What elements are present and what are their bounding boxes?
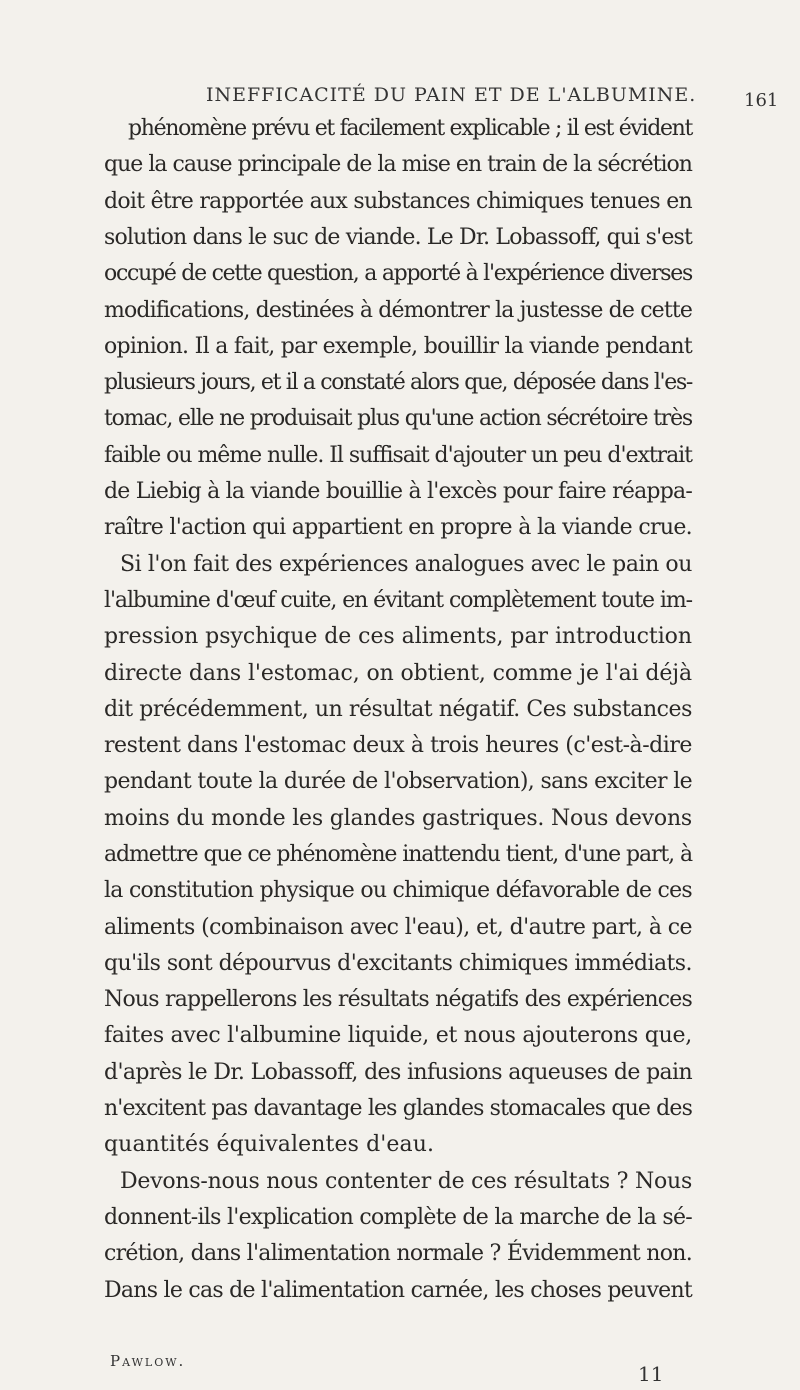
text-line: que la cause principale de la mise en train de la sécrétion [104,152,692,177]
text-line: phénomène prévu et facilement explicable ; il est évident [128,116,692,141]
text-line: crétion, dans l'alimentation normale ? Évidemment non. [104,1241,692,1266]
text-line: quantités équivalentes d'eau. [104,1132,435,1157]
text-line: dit précédemment, un résultat négatif. Ces substances [104,697,692,722]
text-line: raître l'action qui appartient en propre à la viande crue. [104,515,692,540]
signature-mark: Pawlow. [110,1352,186,1370]
text-line: plusieurs jours, et il a constaté alors que, déposée dans l'es- [104,370,692,395]
text-line: l'albumine d'œuf cuite, en évitant complètement toute im- [104,588,692,613]
text-line: doit être rapportée aux substances chimiques tenues en [104,189,692,214]
text-line: qu'ils sont dépourvus d'excitants chimiques immédiats. [104,951,692,976]
sheet-number: 11 [638,1362,664,1386]
text-line: restent dans l'estomac deux à trois heures (c'est-à-dire [104,733,692,758]
text-line: admettre que ce phénomène inattendu tient, d'une part, à [104,842,692,867]
text-line: moins du monde les glandes gastriques. Nous devons [104,806,693,831]
text-line: pression psychique de ces aliments, par introduction [104,624,692,649]
text-line: la constitution physique ou chimique défavorable de ces [104,878,692,903]
text-line: n'excitent pas davantage les glandes stomacales que des [104,1096,692,1121]
text-line: faible ou même nulle. Il suffisait d'ajouter un peu d'extrait [104,443,692,468]
text-line: directe dans l'estomac, on obtient, comme je l'ai déjà [104,661,692,686]
text-line: Devons-nous nous contenter de ces résultats ? Nous [120,1169,692,1194]
text-line: donnent-ils l'explication complète de la marche de la sé- [104,1205,692,1230]
text-line: aliments (combinaison avec l'eau), et, d'autre part, à ce [104,915,692,940]
text-line: Si l'on fait des expériences analogues avec le pain ou [120,552,692,577]
text-line: tomac, elle ne produisait plus qu'une action sécrétoire très [104,406,692,431]
text-line: opinion. Il a fait, par exemple, bouillir la viande pendant [104,334,692,359]
text-line: occupé de cette question, a apporté à l'expérience diverses [104,261,692,286]
text-line: solution dans le suc de viande. Le Dr. Lobassoff, qui s'est [104,225,692,250]
page-number: 161 [744,90,779,111]
text-line: pendant toute la durée de l'observation), sans exciter le [104,769,692,794]
text-line: modifications, destinées à démontrer la justesse de cette [104,298,692,323]
text-line: Dans le cas de l'alimentation carnée, les choses peuvent [104,1278,693,1303]
text-line: de Liebig à la viande bouillie à l'excès pour faire réappa- [104,479,692,504]
text-line: faites avec l'albumine liquide, et nous ajouterons que, [104,1023,692,1048]
text-line: d'après le Dr. Lobassoff, des infusions aqueuses de pain [104,1060,692,1085]
running-head: INEFFICACITÉ DU PAIN ET DE L'ALBUMINE. [206,84,697,106]
text-line: Nous rappellerons les résultats négatifs des expériences [104,987,692,1012]
